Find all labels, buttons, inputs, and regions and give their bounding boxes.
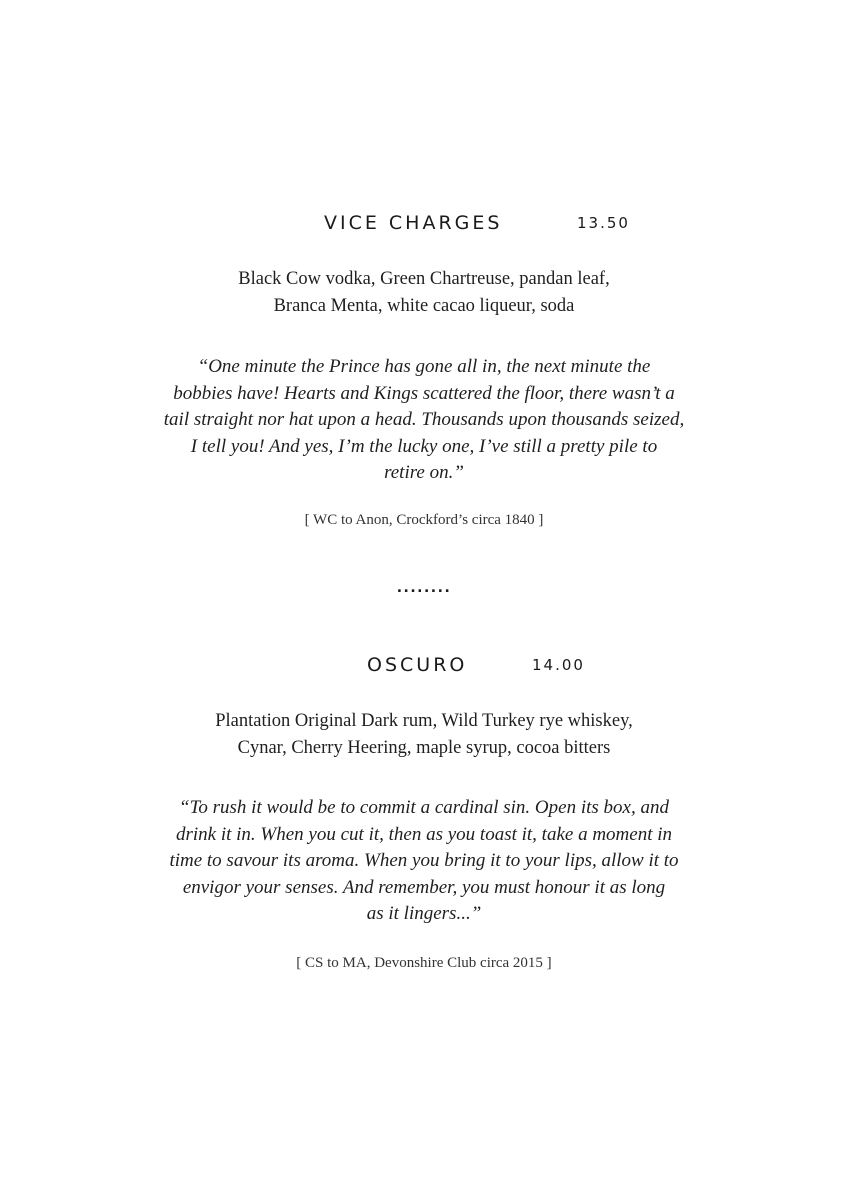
drink-title-row (0, 210, 848, 240)
quote-line: retire on.” (384, 462, 464, 483)
quote-line: tail straight nor hat upon a head. Thousands upon thousands seized, (163, 409, 685, 430)
ingredients-line: Cynar, Cherry Heering, maple syrup, cocoa bitters (237, 738, 611, 758)
drink-ingredients (0, 708, 848, 762)
quote-line: bobbies have! Hearts and Kings scattered the floor, there wasn’t a (173, 382, 675, 404)
drink-title-row (0, 652, 848, 682)
ingredients-line: Black Cow vodka, Green Chartreuse, pandan leaf, (238, 269, 610, 289)
drink-attribution: [ WC to Anon, Crockford’s circa 1840 ] (304, 512, 544, 528)
drink-quote (0, 795, 848, 928)
ingredients-line: Plantation Original Dark rum, Wild Turkey rye whiskey, (215, 711, 633, 731)
quote-line: as it lingers...” (366, 903, 482, 924)
drink-price: 13.50 (577, 214, 630, 232)
quote-line: “One minute the Prince has gone all in, the next minute the (197, 356, 651, 377)
drink-name: OSCURO (367, 654, 468, 676)
quote-line: drink it in. When you cut it, then as you toast it, take a moment in (175, 823, 673, 845)
drink-attribution: [ CS to MA, Devonshire Club circa 2015 ] (296, 955, 552, 971)
drink-ingredients (0, 266, 848, 320)
ingredients-line: Branca Menta, white cacao liqueur, soda (273, 296, 575, 316)
quote-line: envigor your senses. And remember, you must honour it as long (182, 876, 666, 898)
quote-line: time to savour its aroma. When you bring it to your lips, allow it to (169, 850, 679, 871)
drink-name: VICE CHARGES (324, 212, 503, 234)
quote-line: “To rush it would be to commit a cardinal sin. Open its box, and (179, 797, 669, 818)
drink-price: 14.00 (532, 656, 585, 674)
quote-line: I tell you! And yes, I’m the lucky one, I’ve still a pretty pile to (190, 435, 658, 457)
drink-quote (0, 354, 848, 487)
section-separator: ........ (396, 580, 452, 596)
